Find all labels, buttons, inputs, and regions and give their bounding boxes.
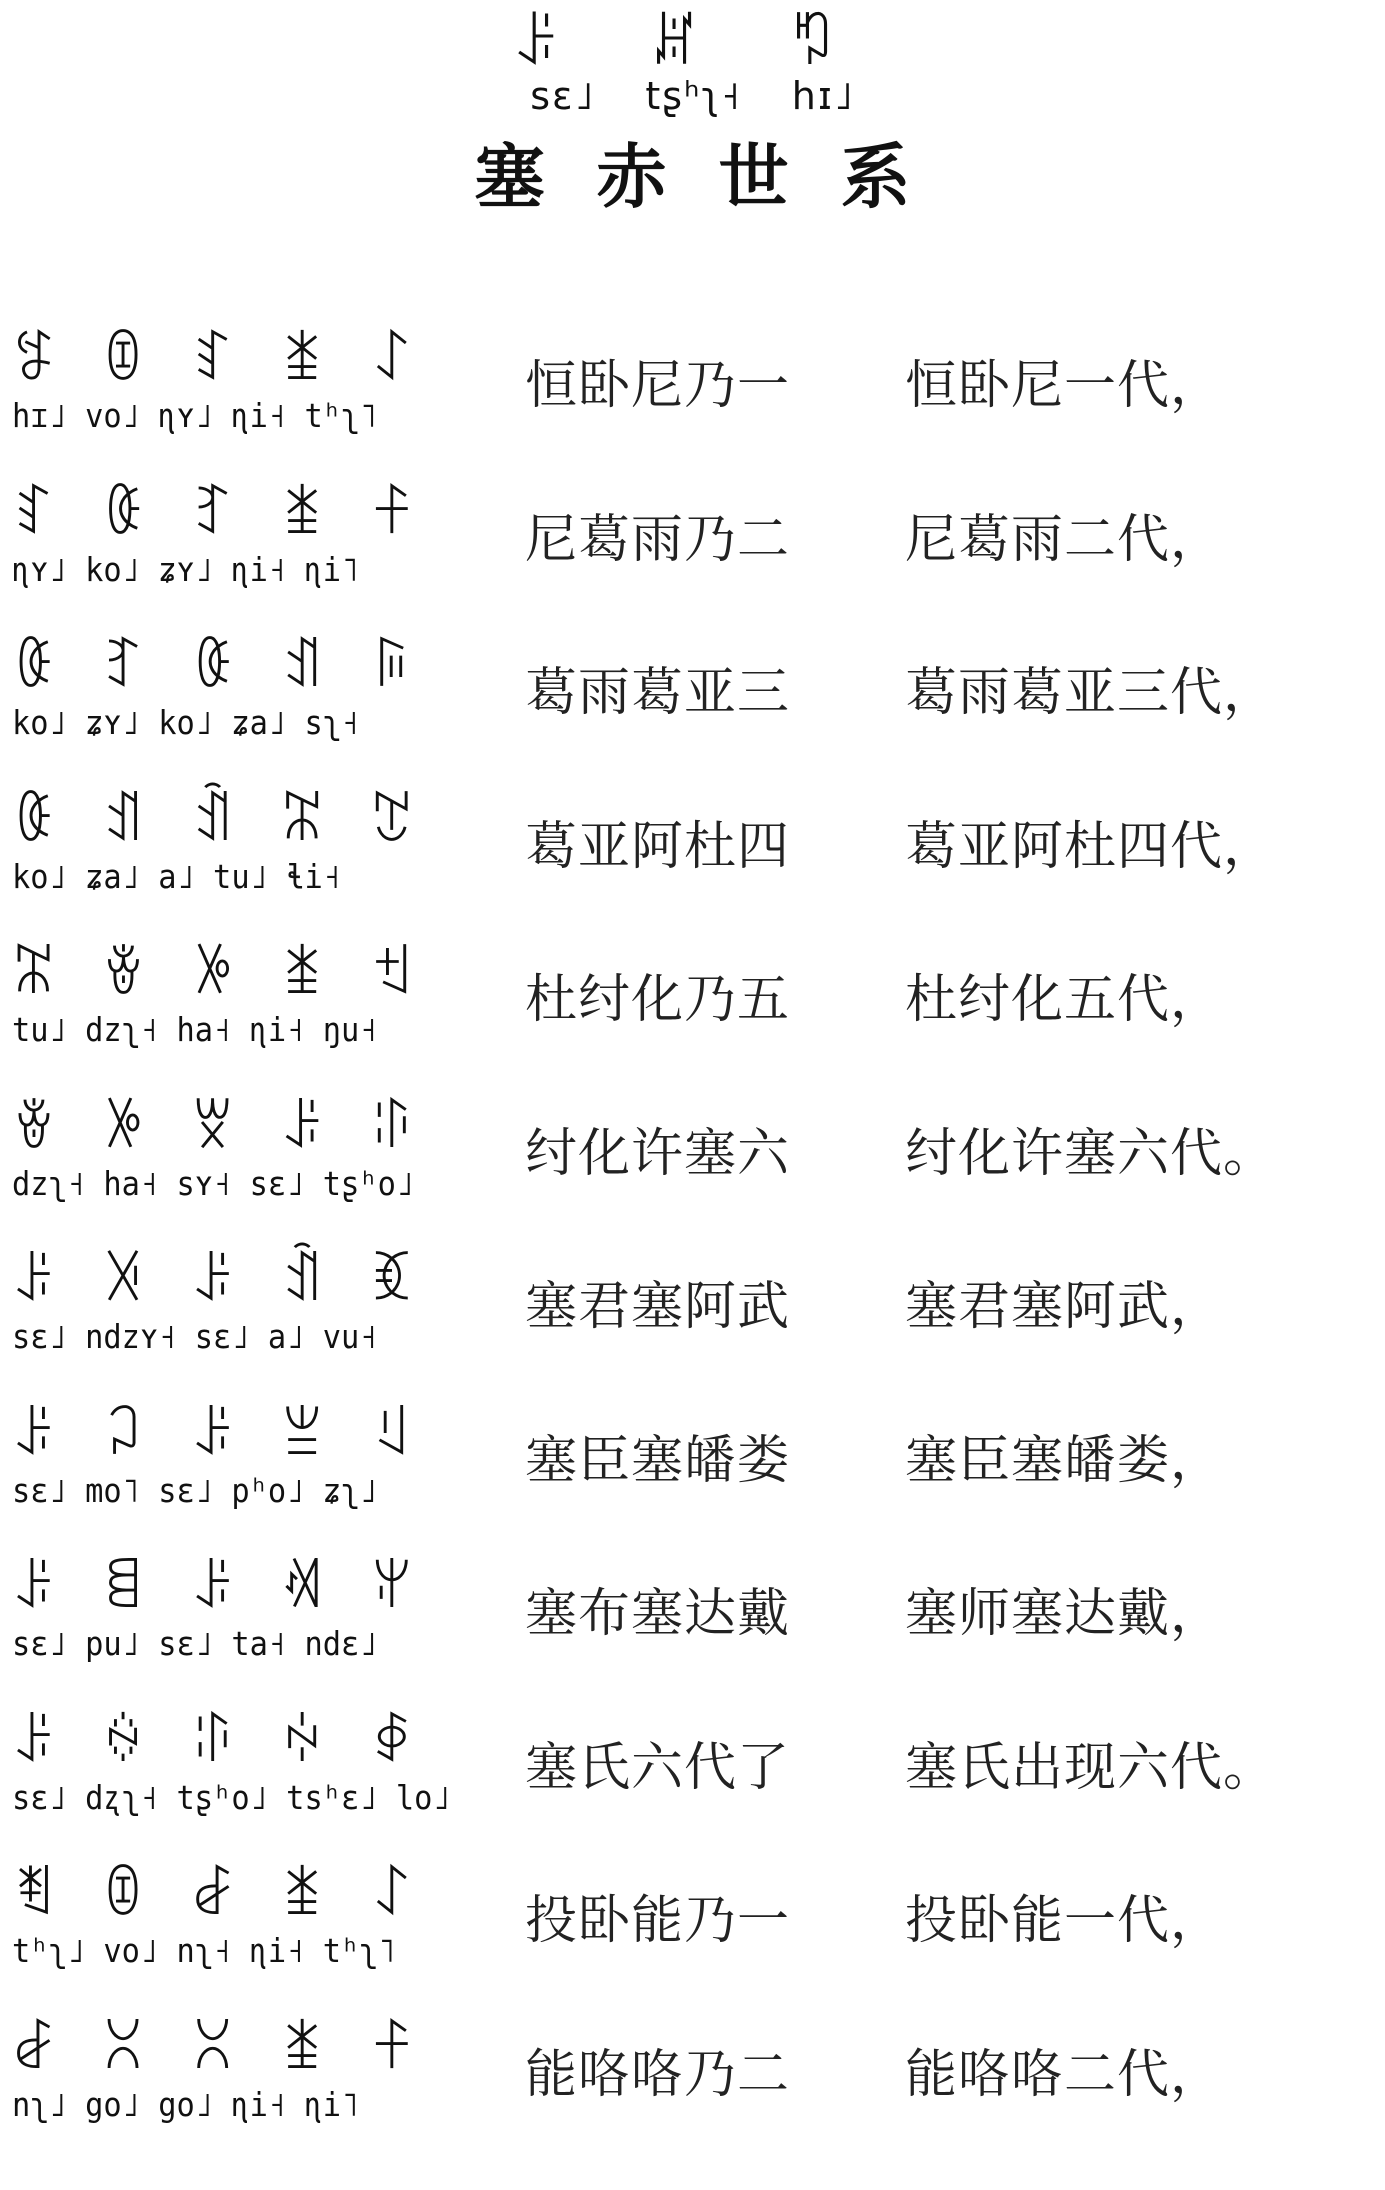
genealogy-row bbox=[0, 474, 1385, 628]
phonetic-line: ko˩ ʑʏ˩ ko˩ ʑa˩ sʅ˧ bbox=[12, 703, 360, 742]
yi-block bbox=[12, 1863, 442, 2003]
literal-translation: 塞臣塞皤娄 bbox=[525, 1430, 791, 1491]
genealogy-row bbox=[0, 1241, 1385, 1395]
phonetic-line: sɛ˩ dʐʅ˧ tʂʰo˩ tsʰɛ˩ lo˩ bbox=[12, 1777, 451, 1817]
yi-block bbox=[12, 942, 442, 1082]
yi-script-line: ꆀ ꇤ ꇤ ꁧ ꊰ bbox=[12, 2016, 428, 2082]
free-translation: 葛雨葛亚三代， bbox=[905, 663, 1277, 723]
yi-script-line: ꌠ ꁌ ꌠ ꄊ ꅍ bbox=[12, 1556, 428, 1621]
literal-translation: 纣化许塞六 bbox=[525, 1123, 791, 1184]
literal-translation: 塞君塞阿武 bbox=[525, 1277, 791, 1337]
yi-block bbox=[12, 328, 442, 468]
yi-script-line: ꈿ ꀊ ꀉ ꄓ ꇖ bbox=[12, 788, 428, 854]
literal-translation: 塞氏六代了 bbox=[525, 1737, 791, 1798]
title-chinese: 塞赤世系 bbox=[474, 136, 963, 218]
free-translation: 葛亚阿杜四代， bbox=[905, 816, 1277, 877]
yi-block bbox=[12, 1403, 442, 1543]
free-translation: 塞氏出现六代。 bbox=[905, 1737, 1277, 1798]
genealogy-row bbox=[0, 2009, 1385, 2163]
yi-block bbox=[12, 789, 442, 929]
literal-translation: 尼葛雨乃二 bbox=[525, 509, 791, 570]
genealogy-row bbox=[0, 934, 1385, 1088]
phonetic-line: sɛ˩ ndzʏ˧ sɛ˩ a˩ vu˧ bbox=[12, 1317, 378, 1356]
free-translation: 杜纣化五代， bbox=[905, 970, 1224, 1030]
phonetic-line: dzʅ˧ ha˧ sʏ˧ sɛ˩ tʂʰo˩ bbox=[12, 1163, 415, 1203]
yi-block bbox=[12, 1249, 442, 1389]
genealogy-row bbox=[0, 781, 1385, 935]
yi-block bbox=[12, 482, 442, 622]
yi-block bbox=[12, 1709, 451, 1850]
free-translation: 塞师塞达戴， bbox=[905, 1584, 1224, 1644]
free-translation: 恒卧尼一代， bbox=[905, 356, 1224, 416]
genealogy-list bbox=[0, 320, 1385, 2162]
phonetic-line: nʅ˩ go˩ go˩ ɳi˧ ɳi˥ bbox=[12, 2084, 360, 2124]
yi-script-line: ꆏ ꈿ ꆈ ꁧ ꊰ bbox=[12, 481, 428, 547]
title-yi-script: ꌠ ꏦ ꑳ bbox=[513, 9, 872, 79]
genealogy-row bbox=[0, 1395, 1385, 1549]
phonetic-line: ko˩ ʑa˩ a˩ tu˩ ɬi˧ bbox=[12, 856, 342, 896]
free-translation: 能咯咯二代， bbox=[905, 2044, 1224, 2105]
yi-script-line: ꌠ ꍈ ꃘ ꏢ ꇉ bbox=[12, 1709, 428, 1775]
free-translation: 尼葛雨二代， bbox=[905, 509, 1224, 570]
yi-script-line: ꉎ ꀧ ꆏ ꁧ ꋍ bbox=[12, 328, 428, 393]
genealogy-row bbox=[0, 627, 1385, 781]
yi-script-line: ꄮ ꀧ ꆀ ꁧ ꋍ bbox=[12, 1863, 428, 1928]
phonetic-line: tu˩ dzʅ˧ ha˧ ɳi˧ ŋu˧ bbox=[12, 1010, 378, 1049]
header bbox=[0, 0, 1385, 250]
genealogy-row bbox=[0, 1702, 1385, 1856]
yi-script-line: ꈿ ꆈ ꈿ ꀊ ꌕ bbox=[12, 635, 428, 700]
yi-script-line: ꎴ ꉼ ꑝ ꌠ ꃘ bbox=[12, 1095, 428, 1161]
genealogy-row bbox=[0, 1088, 1385, 1242]
literal-translation: 塞布塞达戴 bbox=[525, 1584, 791, 1644]
genealogy-row bbox=[0, 320, 1385, 474]
free-translation: 塞臣塞皤娄， bbox=[905, 1430, 1224, 1491]
free-translation: 塞君塞阿武， bbox=[905, 1277, 1224, 1337]
phonetic-line: tʰʅ˩ vo˩ nʅ˧ ɳi˧ tʰʅ˥ bbox=[12, 1931, 396, 1970]
literal-translation: 恒卧尼乃一 bbox=[525, 356, 791, 416]
yi-script-line: ꌠ ꋌ ꌠ ꀉ ꃶ bbox=[12, 1249, 428, 1314]
literal-translation: 投卧能乃一 bbox=[525, 1891, 791, 1951]
genealogy-row bbox=[0, 1548, 1385, 1702]
genealogy-row bbox=[0, 1855, 1385, 2009]
phonetic-line: hɪ˩ vo˩ ɳʏ˩ ɳi˧ tʰʅ˥ bbox=[12, 396, 378, 435]
phonetic-line: sɛ˩ mo˥ sɛ˩ pʰo˩ ʑʅ˩ bbox=[12, 1470, 378, 1510]
literal-translation: 葛亚阿杜四 bbox=[525, 816, 791, 877]
yi-script-line: ꌠ ꃀ ꌠ ꁈ ꆹ bbox=[12, 1402, 428, 1468]
free-translation: 纣化许塞六代。 bbox=[905, 1123, 1277, 1184]
title-romanization: sɛ˩ tʂʰʅ˧ hɪ˩ bbox=[530, 74, 855, 118]
literal-translation: 能咯咯乃二 bbox=[525, 2044, 791, 2105]
phonetic-line: ɳʏ˩ ko˩ ʑʏ˩ ɳi˧ ɳi˥ bbox=[12, 549, 360, 589]
yi-block bbox=[12, 1556, 442, 1696]
yi-block bbox=[12, 1096, 442, 1236]
literal-translation: 葛雨葛亚三 bbox=[525, 663, 791, 723]
literal-translation: 杜纣化乃五 bbox=[525, 970, 791, 1030]
phonetic-line: sɛ˩ pu˩ sɛ˩ ta˧ ndɛ˩ bbox=[12, 1624, 378, 1663]
free-translation: 投卧能一代， bbox=[905, 1891, 1224, 1951]
yi-block bbox=[12, 635, 442, 775]
yi-script-line: ꄓ ꎴ ꉼ ꁧ ꉬ bbox=[12, 942, 428, 1007]
yi-block bbox=[12, 2017, 442, 2157]
